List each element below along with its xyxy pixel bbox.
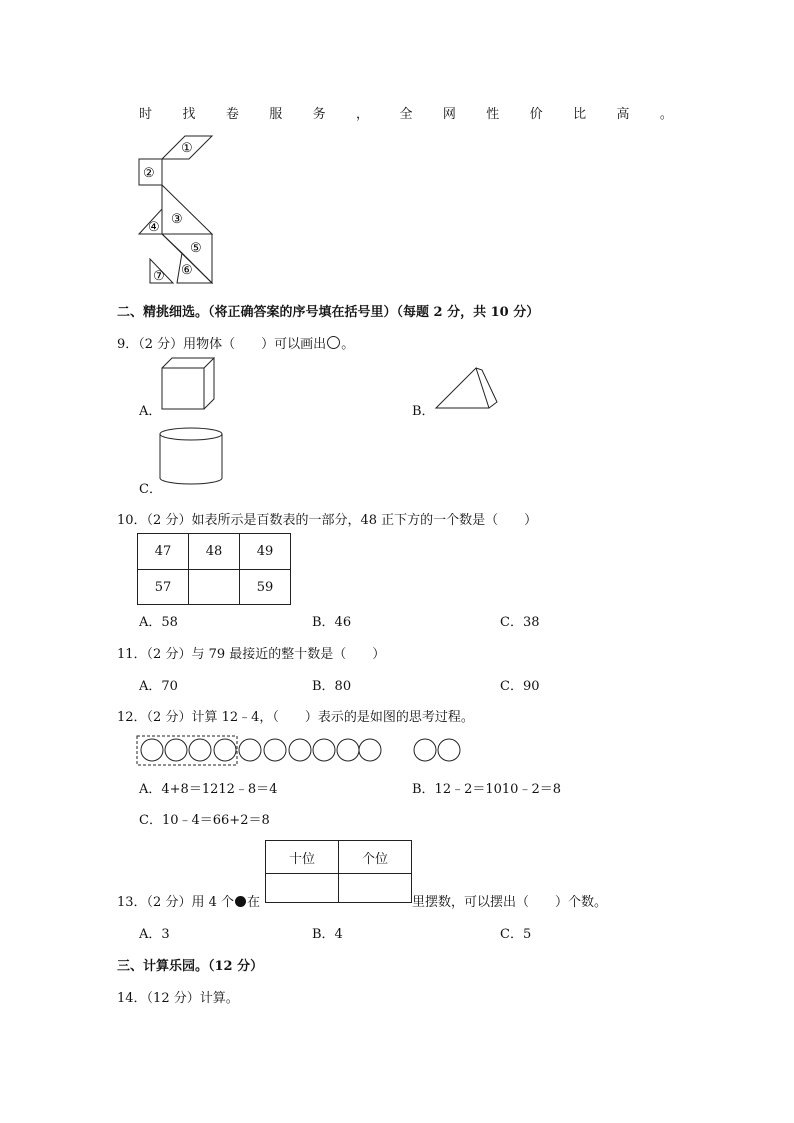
top-char: 。 — [659, 107, 673, 122]
tangram-label-4: ④ — [148, 220, 160, 235]
q12-option-a: A．4+8＝1212﹣8＝4 — [139, 782, 278, 797]
tens-header: 十位 — [266, 841, 339, 874]
table-row — [266, 841, 412, 874]
table-row — [138, 570, 291, 605]
tangram-label-3: ③ — [171, 212, 183, 227]
top-char: 网 — [442, 107, 456, 122]
cube-icon — [160, 356, 216, 412]
circle-icon — [165, 739, 187, 761]
tangram-piece-3 — [162, 185, 212, 234]
q13-stem-part-c: 里摆数，可以摆出（ ）个数。 — [412, 895, 608, 910]
top-char: 全 — [399, 107, 413, 122]
table-cell: 59 — [240, 570, 291, 605]
table-cell: 47 — [138, 534, 189, 570]
question-14-stem: 14．（12 分）计算。 — [117, 991, 239, 1006]
top-char: 性 — [486, 107, 500, 122]
table-cell-empty — [189, 570, 240, 605]
tangram-label-5: ⑤ — [190, 241, 202, 256]
question-11-stem: 11．（2 分）与 79 最接近的整十数是（ ） — [117, 647, 386, 662]
q9-option-b-label: B． — [412, 404, 435, 419]
ones-cell — [339, 874, 412, 903]
q9-option-a-label: A． — [139, 404, 162, 419]
question-12-stem: 12．（2 分）计算 12﹣4，（ ）表示的是如图的思考过程。 — [117, 710, 474, 725]
top-char: 价 — [529, 107, 543, 122]
circle-icon — [214, 739, 236, 761]
tangram-label-6: ⑥ — [181, 263, 193, 278]
q12-option-c: C．10﹣4＝66+2＝8 — [139, 813, 270, 828]
circle-icon — [414, 739, 436, 761]
triangular-prism-icon — [434, 364, 500, 412]
table-cell: 48 — [189, 534, 240, 570]
top-char: 高 — [616, 107, 630, 122]
circle-icon — [438, 739, 460, 761]
circle-icon — [264, 739, 286, 761]
circle-icon — [289, 739, 311, 761]
q10-option-b: B．46 — [312, 615, 352, 630]
circle-icon — [313, 739, 335, 761]
table-cell: 57 — [138, 570, 189, 605]
top-char: 服 — [269, 107, 283, 122]
tangram-label-2: ② — [143, 166, 155, 181]
q9-stem-end: 。 — [341, 337, 355, 352]
tangram-figure — [0, 0, 794, 300]
top-char: 务 — [312, 107, 326, 122]
place-value-table — [265, 840, 412, 903]
q13-stem-part-a — [117, 891, 260, 910]
circles-diagram — [0, 730, 794, 770]
q13-option-b: B．4 — [312, 927, 343, 942]
ones-header: 个位 — [339, 841, 412, 874]
question-10-stem: 10．（2 分）如表所示是百数表的一部分，48 正下方的一个数是（ ） — [117, 513, 538, 528]
tens-cell — [266, 874, 339, 903]
section-3-title: 三、计算乐园。（12 分） — [117, 959, 264, 974]
tangram-label-7: ⑦ — [153, 269, 165, 284]
circle-icon — [359, 739, 381, 761]
table-row — [266, 874, 412, 903]
circle-icon — [189, 739, 211, 761]
circle-icon — [239, 739, 261, 761]
top-char: 比 — [573, 107, 587, 122]
q9-option-c-label: C． — [139, 482, 162, 497]
q13-stem-a: 13．（2 分）用 4 个 — [117, 895, 234, 910]
q11-option-c: C．90 — [500, 679, 540, 694]
hundred-chart-table — [137, 533, 291, 605]
top-char: 时 — [139, 107, 153, 122]
q12-option-b: B．12﹣2＝1010﹣2＝8 — [412, 782, 561, 797]
circle-icon — [327, 336, 340, 349]
top-char: ， — [356, 107, 370, 122]
q9-stem-text: 9．（2 分）用物体（ ）可以画出 — [117, 337, 327, 352]
filled-circle-icon — [235, 896, 246, 907]
circle-icon — [337, 739, 359, 761]
q10-option-a: A．58 — [139, 615, 178, 630]
circle-icon — [141, 739, 163, 761]
tangram-label-1: ① — [181, 141, 193, 156]
top-char: 找 — [182, 107, 196, 122]
section-2-title: 二、精挑细选。（将正确答案的序号填在括号里）（每题 2 分，共 10 分） — [117, 305, 540, 320]
q13-option-c: C．5 — [500, 927, 532, 942]
q11-option-b: B．80 — [312, 679, 352, 694]
top-char: 卷 — [225, 107, 239, 122]
cylinder-icon — [159, 426, 225, 488]
q13-stem-b: 在 — [246, 895, 260, 910]
q13-option-a: A．3 — [139, 927, 170, 942]
question-9-stem — [117, 333, 354, 352]
q10-option-c: C．38 — [500, 615, 540, 630]
table-cell: 49 — [240, 534, 291, 570]
table-row — [138, 534, 291, 570]
q11-option-a: A．70 — [139, 679, 178, 694]
